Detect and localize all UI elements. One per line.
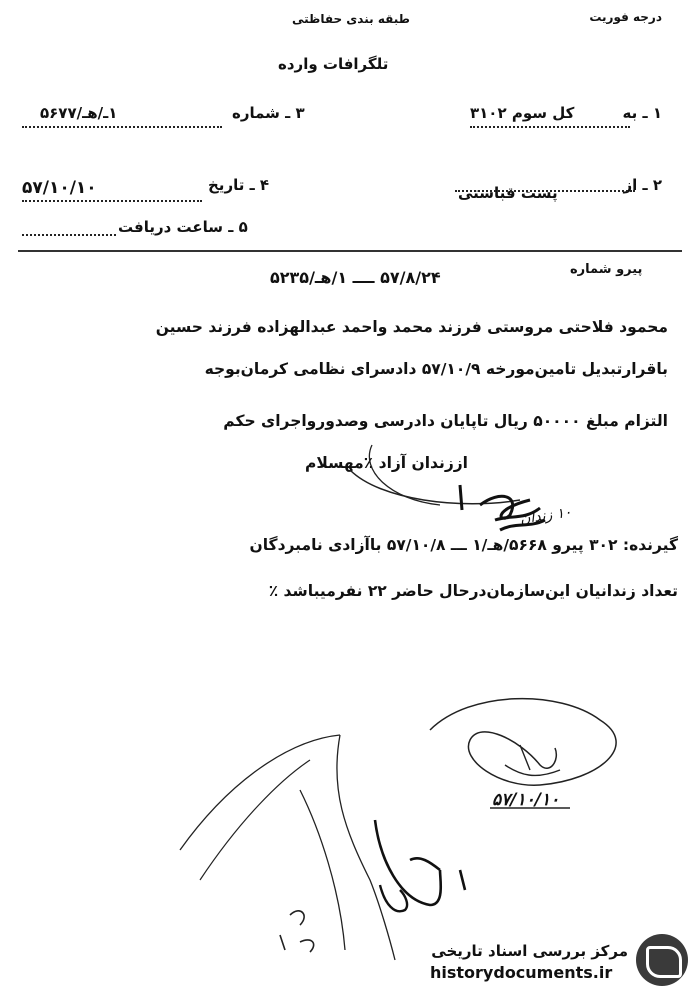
watermark-url: historydocuments.ir xyxy=(430,963,613,982)
classification-label: طبقه بندی حفاظتی xyxy=(292,12,410,26)
body-line-2: باقرارتبدیل تامین‌مورخه ۵۷/۱۰/۹ دادسرای نظامی کرمان‌بوجه xyxy=(204,360,668,378)
receiver-line: گیرنده: ۳۰۲ پیرو ۵۶۶۸/هـ/۱ ـــ ۵۷/۱۰/۸ باآزادی نامبردگان xyxy=(249,536,678,554)
body-signature-loop xyxy=(369,445,440,505)
big-sign-stroke-5 xyxy=(375,820,465,905)
reference-value: ۵۷/۸/۲۴ ــــ ۱/هـ/۵۲۳۵ xyxy=(270,268,441,287)
signature-loop-2 xyxy=(430,699,616,786)
date-value: ۵۷/۱۰/۱۰ xyxy=(22,178,97,198)
archive-logo-icon xyxy=(636,934,688,986)
document-title: تلگرافات وارده xyxy=(278,55,389,73)
to-value: کل سوم ۳۱۰۲ xyxy=(470,104,575,122)
signature-strokes-2 xyxy=(505,745,560,775)
reference-label: پیرو شماره xyxy=(570,262,643,277)
handwritten-annotation: ۱۰ زندان xyxy=(519,504,573,528)
big-sign-stroke-3 xyxy=(337,735,395,960)
urgency-label: درجه فوریت xyxy=(589,10,662,24)
big-sign-stroke-1 xyxy=(180,735,340,850)
from-value: پست قباستی xyxy=(458,184,558,202)
handwritten-date: ۵۷/۱۰/۱۰ xyxy=(492,790,560,810)
big-sign-stroke-4 xyxy=(300,790,345,950)
body-line-1: محمود فلاحتی مروستی فرزند محمد واحمد عبدالهزاده فرزند حسین xyxy=(155,318,668,336)
number-label: ۳ ـ شماره xyxy=(232,104,305,122)
signature-scribble-1 xyxy=(460,485,545,530)
big-sign-numerals xyxy=(280,911,314,952)
date-label: ۴ ـ تاریخ xyxy=(208,176,270,194)
body-line-3: التزام مبلغ ۵۰۰۰۰ ریال تاپایان دادرسی وصدورواجرای حکم xyxy=(223,412,668,430)
to-label: ۱ ـ به xyxy=(622,104,662,122)
number-value: ۱ـ/هـ/۵۶۷۷ xyxy=(40,104,118,122)
watermark-name: مرکز بررسی اسناد تاریخی xyxy=(431,942,628,960)
body-line-4: اززندان آزاد ٪مهسلام xyxy=(305,454,468,472)
big-sign-stroke-2 xyxy=(200,760,310,880)
from-label: ۲ ـ از xyxy=(623,176,662,194)
receipt-label: ۵ ـ ساعت دریافت xyxy=(118,218,248,236)
count-line: تعداد زندانیان این‌سازمان‌درحال حاضر ۲۲ نفرمیباشد ٪ xyxy=(268,582,678,600)
